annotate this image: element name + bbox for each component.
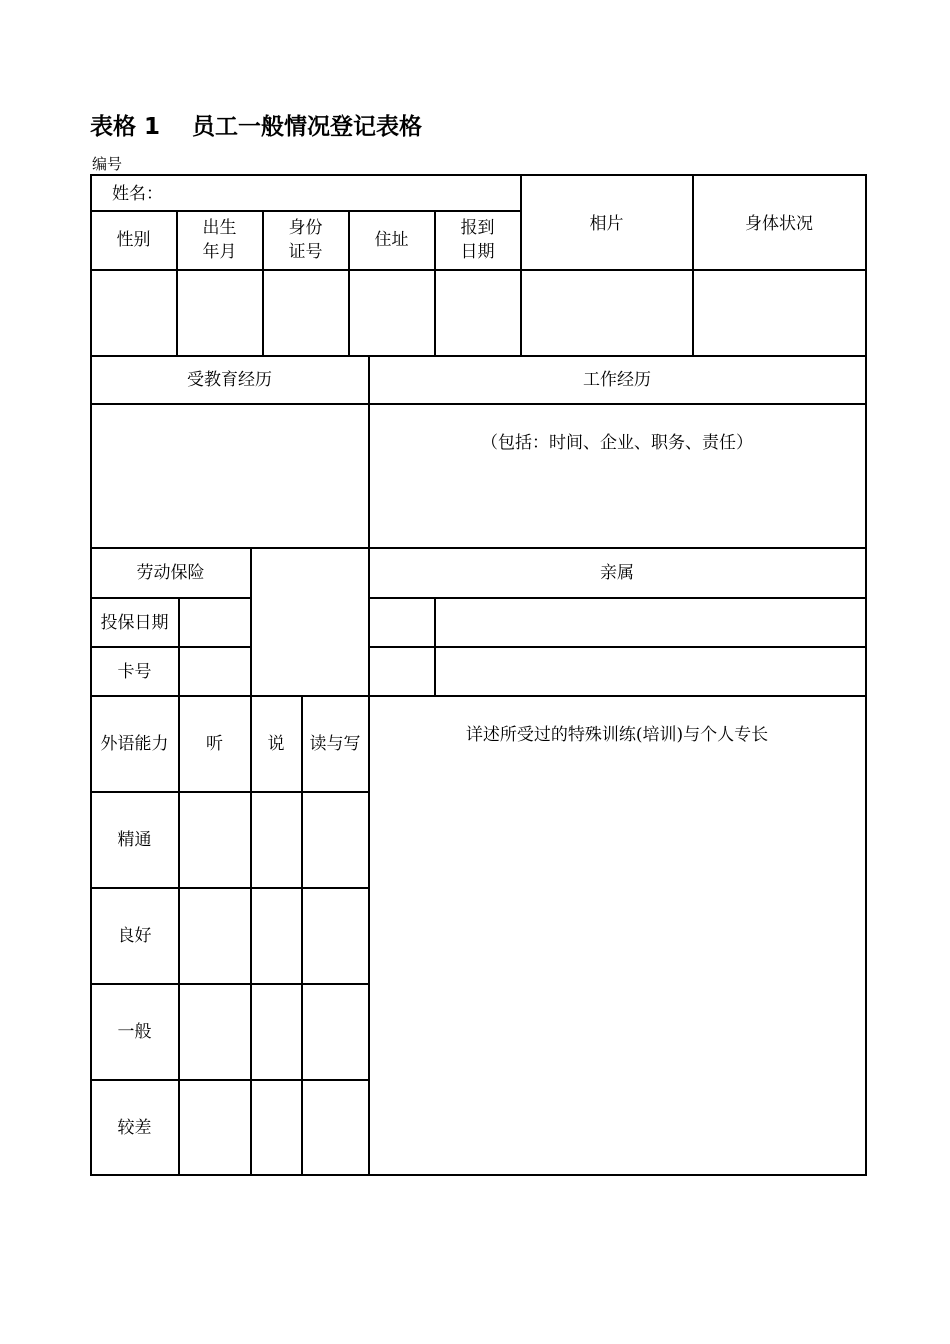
language-level-row bbox=[91, 889, 178, 983]
card-number-field[interactable] bbox=[180, 648, 250, 695]
language-level-label: 一般 bbox=[117, 1022, 152, 1042]
birth-header-line2: 年月 bbox=[202, 242, 237, 262]
training-field[interactable] bbox=[370, 697, 865, 1174]
address-header-text: 住址 bbox=[374, 230, 409, 250]
language-check-cell[interactable] bbox=[180, 1081, 250, 1174]
id-header-line2: 证号 bbox=[288, 242, 323, 262]
language-level-label: 良好 bbox=[117, 926, 152, 946]
work-field[interactable] bbox=[370, 405, 865, 547]
language-col-listen bbox=[179, 697, 250, 791]
education-header bbox=[91, 357, 368, 403]
language-header bbox=[91, 697, 178, 791]
relatives-header-text: 亲属 bbox=[600, 563, 634, 583]
language-check-cell[interactable] bbox=[252, 889, 301, 983]
serial-number-label: 编号 bbox=[92, 155, 123, 173]
id-header-line1: 身份 bbox=[288, 218, 323, 238]
address-header bbox=[349, 211, 434, 269]
language-level-label: 较差 bbox=[117, 1118, 152, 1138]
insure-date-text: 投保日期 bbox=[100, 612, 169, 633]
report-date-header bbox=[435, 211, 520, 269]
gender-header bbox=[91, 211, 176, 269]
gender-header-text: 性别 bbox=[116, 230, 151, 250]
language-check-cell[interactable] bbox=[303, 1081, 368, 1174]
language-check-cell[interactable] bbox=[303, 793, 368, 887]
birth-header-line1: 出生 bbox=[202, 218, 237, 238]
work-hint: （包括：时间、企业、职务、责任） bbox=[481, 433, 753, 453]
report-date-field[interactable] bbox=[436, 271, 520, 355]
language-check-cell[interactable] bbox=[303, 889, 368, 983]
address-field[interactable] bbox=[350, 271, 434, 355]
language-level-row bbox=[91, 985, 178, 1079]
report-header-line2: 日期 bbox=[460, 242, 495, 262]
relatives-header bbox=[369, 549, 865, 597]
work-header-text: 工作经历 bbox=[583, 370, 651, 390]
photo-field[interactable] bbox=[522, 271, 692, 355]
language-col-read-write-text: 读与写 bbox=[309, 734, 361, 754]
language-col-listen-text: 听 bbox=[206, 734, 223, 754]
language-header-text: 外语能力 bbox=[100, 734, 169, 754]
relative-1-relation-field[interactable] bbox=[370, 599, 434, 646]
language-check-cell[interactable] bbox=[252, 1081, 301, 1174]
language-level-row bbox=[91, 793, 178, 887]
education-field[interactable] bbox=[92, 405, 368, 547]
relative-2-relation-field[interactable] bbox=[370, 648, 434, 695]
insure-date-field[interactable] bbox=[180, 599, 250, 646]
health-header: 身体状况 bbox=[745, 214, 813, 234]
health-field[interactable] bbox=[694, 271, 865, 355]
language-check-cell[interactable] bbox=[252, 793, 301, 887]
training-header: 详述所受过的特殊训练(培训)与个人专长 bbox=[465, 725, 769, 745]
birth-header bbox=[177, 211, 262, 269]
education-header-text: 受教育经历 bbox=[187, 370, 272, 390]
insurance-header bbox=[91, 549, 250, 597]
language-check-cell[interactable] bbox=[180, 793, 250, 887]
language-col-speak bbox=[251, 697, 301, 791]
relative-2-detail-field[interactable] bbox=[436, 648, 865, 695]
language-check-cell[interactable] bbox=[303, 985, 368, 1079]
work-header bbox=[369, 357, 865, 403]
language-level-row bbox=[91, 1081, 178, 1175]
id-number-header bbox=[263, 211, 348, 269]
insurance-notes-field[interactable] bbox=[252, 549, 368, 695]
language-check-cell[interactable] bbox=[252, 985, 301, 1079]
insurance-header-text: 劳动保险 bbox=[136, 563, 205, 583]
language-level-label: 精通 bbox=[117, 830, 152, 850]
photo-header: 相片 bbox=[589, 214, 624, 234]
gender-field[interactable] bbox=[92, 271, 176, 355]
language-col-speak-text: 说 bbox=[267, 734, 285, 754]
language-check-cell[interactable] bbox=[180, 985, 250, 1079]
report-header-line1: 报到 bbox=[460, 218, 495, 238]
relative-1-detail-field[interactable] bbox=[436, 599, 865, 646]
card-number-label bbox=[91, 648, 178, 695]
card-number-text: 卡号 bbox=[117, 661, 152, 682]
name-label: 姓名： bbox=[112, 184, 163, 204]
form-title: 表格 1 员工一般情况登记表格 bbox=[90, 114, 423, 140]
language-col-read-write bbox=[302, 697, 368, 791]
birth-date-field[interactable] bbox=[178, 271, 262, 355]
insure-date-label bbox=[91, 599, 178, 646]
id-number-field[interactable] bbox=[264, 271, 348, 355]
language-check-cell[interactable] bbox=[180, 889, 250, 983]
